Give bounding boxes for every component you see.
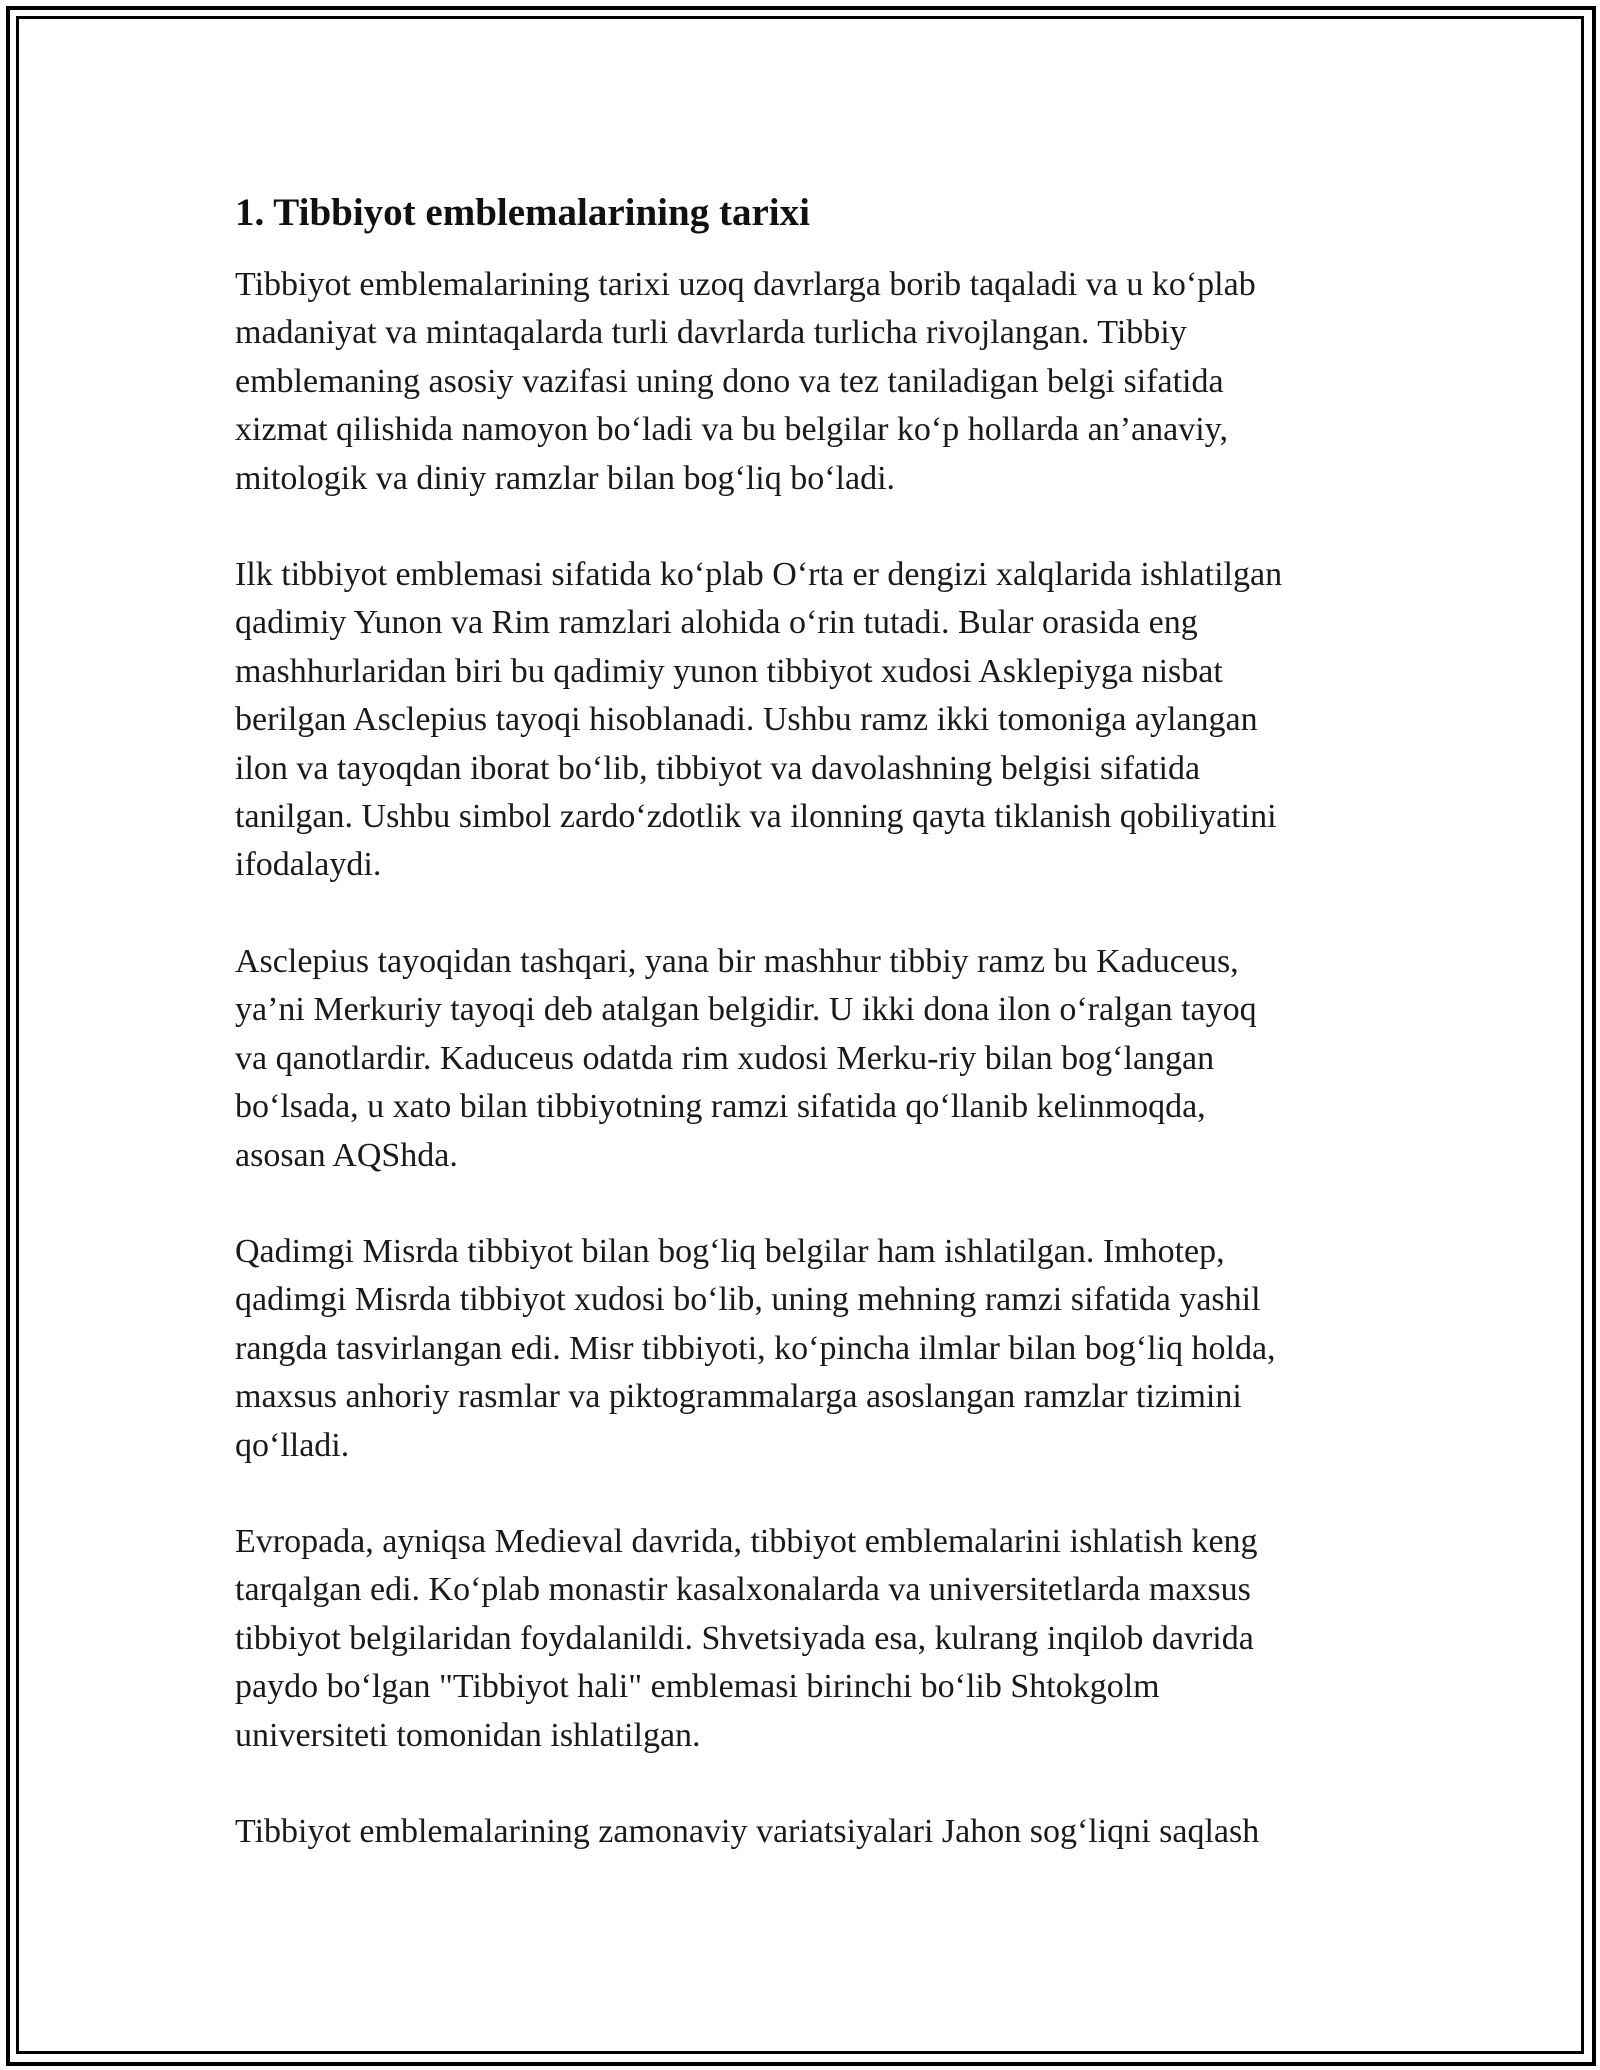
paragraph-3: Asclepius tayoqidan tashqari, yana bir mashhur tibbiy ramz bu Kaduceus, ya’ni Merkuriy tayoqi deb atalgan belgidir. U ikki dona ilon o‘ralgan tayoq va qanotlardir. Kaduceus odatda rim xudosi Merku-riy bilan bog‘langan bo‘lsada, u xato bilan tibbiyotning ramzi sifatida qo‘llanib kelinmoqda, asosan AQShda.	[235, 942, 1257, 1174]
paragraph-6: Tibbiyot emblemalarining zamonaviy variatsiyalari Jahon sog‘liqni saqlash	[235, 1812, 1260, 1850]
document-body	[235, 185, 1385, 1904]
paragraph-4: Qadimgi Misrda tibbiyot bilan bog‘liq belgilar ham ishlatilgan. Imhotep, qadimgi Misrda tibbiyot xudosi bo‘lib, uning mehning ramzi sifatida yashil rangda tasvirlangan edi. Misr tibbiyoti, ko‘pincha ilmlar bilan bog‘liq holda, maxsus anhoriy rasmlar va piktogrammalarga asoslangan ramzlar tizimini qo‘lladi.	[235, 1232, 1276, 1464]
section-heading: 1. Tibbiyot emblemalarining tarixi	[235, 191, 810, 234]
paragraph-1: Tibbiyot emblemalarining tarixi uzoq davrlarga borib taqaladi va u ko‘plab madaniyat va mintaqalarda turli davrlarda turlicha rivojlangan. Tibbiy emblemaning asosiy vazifasi uning dono va tez taniladigan belgi sifatida xizmat qilishida namoyon bo‘ladi va bu belgilar ko‘p hollarda an’anaviy, mitologik va diniy ramzlar bilan bog‘liq bo‘ladi.	[235, 266, 1256, 497]
paragraph-2: Ilk tibbiyot emblemasi sifatida ko‘plab O‘rta er dengizi xalqlarida ishlatilgan qadimiy Yunon va Rim ramzlari alohida o‘rin tutadi. Bular orasida eng mashhurlaridan biri bu qadimiy yunon tibbiyot xudosi Asklepiyga nisbat berilgan Asclepius tayoqi hisoblanadi. Ushbu ramz ikki tomoniga aylangan ilon va tayoqdan iborat bo‘lib, tibbiyot va davolashning belgisi sifatida tanilgan. Ushbu simbol zardo‘zdotlik va ilonning qayta tiklanish qobiliyatini ifodalaydi.	[235, 556, 1283, 884]
paragraph-5: Evropada, ayniqsa Medieval davrida, tibbiyot emblemalarini ishlatish keng tarqalgan edi. Ko‘plab monastir kasalxonalarda va universitetlarda maxsus tibbiyot belgilaridan foydalanildi. Shvetsiyada esa, kulrang inqilob davrida paydo bo‘lgan "Tibbiyot hali" emblemasi birinchi bo‘lib Shtokgolm universiteti tomonidan ishlatilgan.	[235, 1522, 1258, 1754]
